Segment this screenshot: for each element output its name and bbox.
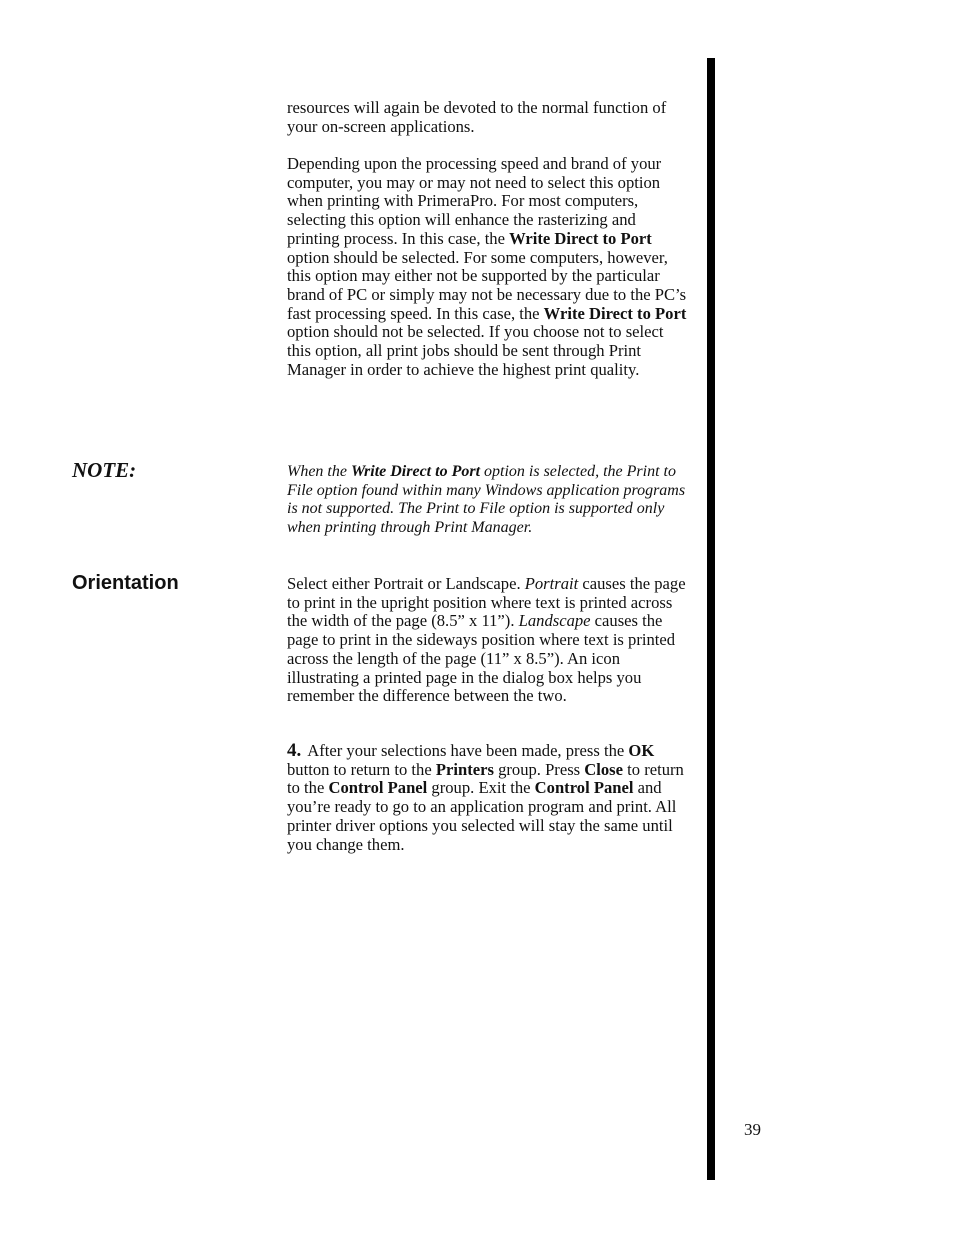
orientation-text-1: Select either Portrait or Landscape. (287, 574, 525, 593)
write-direct-term-1: Write Direct to Port (509, 228, 652, 248)
paragraph-resources-text: resources will again be devoted to the normal function of your on-screen applications. (287, 98, 667, 136)
note-paragraph (287, 463, 687, 538)
close-term: Close (584, 759, 623, 779)
step-text-2: button to return to the (287, 759, 436, 779)
paragraph-resources (287, 99, 687, 136)
note-heading: NOTE: (72, 458, 137, 482)
note-write-direct-term: Write Direct to Port (350, 463, 481, 480)
step-text-5: group. Exit the (427, 778, 535, 798)
paragraph-processing (287, 155, 687, 379)
portrait-term: Portrait (524, 574, 579, 593)
page-number: 39 (744, 1120, 761, 1139)
processing-text-1: Depending upon the processing speed and brand of your computer, you may or may not need to select this option when printing with PrimeraPro. For most computers, selecting this option will enhance the rasterizing and printing process. In this case, the (287, 154, 662, 248)
control-panel-term-1: Control Panel (328, 778, 428, 798)
orientation-heading: Orientation (72, 572, 179, 594)
step-text-6: and you’re ready to go to an application program and print. All printer driver options you selected will stay the same until you change them. (287, 778, 677, 854)
control-panel-term-2: Control Panel (534, 778, 634, 798)
orientation-paragraph (287, 575, 687, 706)
step-text-1: After your selections have been made, press the (307, 741, 629, 760)
note-text-1: When the (287, 463, 351, 480)
orientation-text-2: causes the page to print in the upright position where text is printed across the width of the page (8.5” x 11”). (287, 574, 686, 631)
step-number: 4. (287, 740, 302, 761)
orientation-text-3: causes the page to print in the sideways position where text is printed across the length of the page (11” x 8.5”). An icon illustrating a printed page in the dialog box helps you remember the difference between the two. (287, 611, 676, 706)
step-text-4: to return to the (287, 759, 684, 798)
ok-term: OK (628, 741, 655, 760)
printers-term: Printers (435, 759, 494, 779)
landscape-term: Landscape (518, 611, 591, 631)
processing-text-2: option should be selected. For some computers, however, this option may either not be supported by the particular brand of PC or simply may not be necessary due to the PC’s fast processing speed. In this case, the (287, 247, 687, 323)
processing-text-3: option should not be selected. If you choose not to select this option, all print jobs should be sent through Print Manager in order to achieve the highest print quality. (287, 322, 664, 379)
write-direct-term-2: Write Direct to Port (543, 303, 687, 323)
note-text-2: option is selected, the Print to File option found within many Windows application programs is not supported. The Print to File option is supported only when printing through Print Manager. (287, 463, 686, 537)
margin-bar (707, 58, 715, 1180)
step-text-3: group. Press (493, 759, 585, 779)
step-4-paragraph (287, 742, 687, 854)
